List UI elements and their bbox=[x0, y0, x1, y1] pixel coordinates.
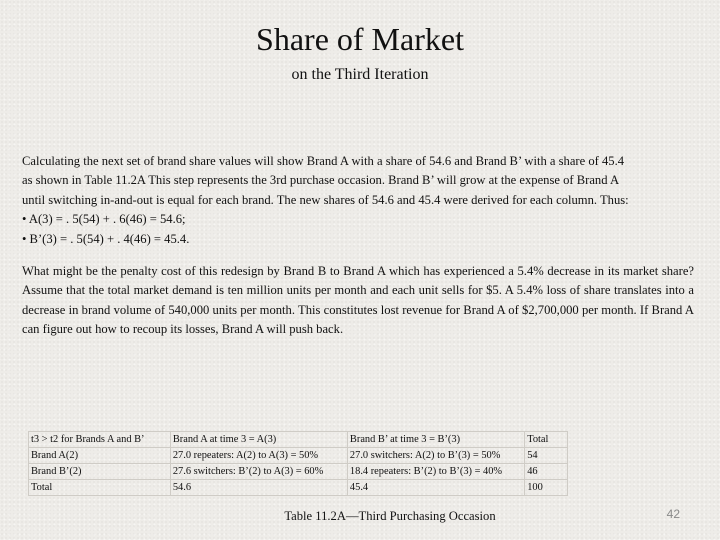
paragraph-line: Calculating the next set of brand share values will show Brand A with a share of 54.6 and Brand B’ with a share of 45.4 bbox=[22, 154, 625, 168]
table-cell: 45.4 bbox=[347, 480, 524, 496]
paragraph-line: as shown in Table 11.2A This step represents the 3rd purchase occasion. Brand B’ will grow at the expense of Brand A bbox=[22, 173, 620, 188]
table-row bbox=[29, 480, 568, 496]
table-header-cell: Total bbox=[525, 432, 568, 448]
table-cell: 100 bbox=[525, 480, 568, 496]
table-cell: 18.4 repeaters: B’(2) to B’(3) = 40% bbox=[347, 464, 524, 480]
table-header-cell: Brand A at time 3 = A(3) bbox=[170, 432, 347, 448]
table-cell: 27.0 repeaters: A(2) to A(3) = 50% bbox=[170, 448, 347, 464]
table-cell: 46 bbox=[525, 464, 568, 480]
formula-b3: • B’(3) = . 5(54) + . 4(46) = 45.4. bbox=[22, 231, 190, 246]
slide-title: Share of Market bbox=[256, 21, 464, 57]
slide-subtitle: on the Third Iteration bbox=[291, 66, 429, 83]
table-cell: 54.6 bbox=[170, 480, 347, 496]
table-row bbox=[29, 464, 568, 480]
penalty-cost-paragraph: What might be the penalty cost of this redesign by Brand B to Brand A which has experienced a 5.4% decrease in its market share? Assume that the total market demand is ten million units per month and each unit sells for $5. A 5.4% loss of share translates into a decrease in brand volume of 540,000 units per month. This constitutes lost revenue for Brand A of $2,700,000 per month. If Brand A can figure out how to recoup its losses, Brand A will push back. bbox=[22, 264, 694, 337]
page-number: 42 bbox=[666, 507, 680, 521]
table-cell: 27.0 switchers: A(2) to B’(3) = 50% bbox=[347, 448, 524, 464]
third-purchasing-occasion-table bbox=[28, 431, 568, 496]
formula-a3: • A(3) = . 5(54) + . 6(46) = 54.6; bbox=[22, 212, 186, 227]
explanation-paragraph bbox=[22, 152, 694, 249]
paragraph-line: until switching in-and-out is equal for each brand. The new shares of 54.6 and 45.4 were derived for each column. Thus: bbox=[22, 192, 629, 207]
table-cell: 27.6 switchers: B’(2) to A(3) = 60% bbox=[170, 464, 347, 480]
table-cell: 54 bbox=[525, 448, 568, 464]
table-cell: Brand A(2) bbox=[29, 448, 171, 464]
table-header-cell: t3 > t2 for Brands A and B’ bbox=[29, 432, 171, 448]
table-row bbox=[29, 448, 568, 464]
table-header-row bbox=[29, 432, 568, 448]
table-cell: Total bbox=[29, 480, 171, 496]
table-header-cell: Brand B’ at time 3 = B’(3) bbox=[347, 432, 524, 448]
table-cell: Brand B’(2) bbox=[29, 464, 171, 480]
table-caption: Table 11.2A—Third Purchasing Occasion bbox=[284, 509, 496, 523]
